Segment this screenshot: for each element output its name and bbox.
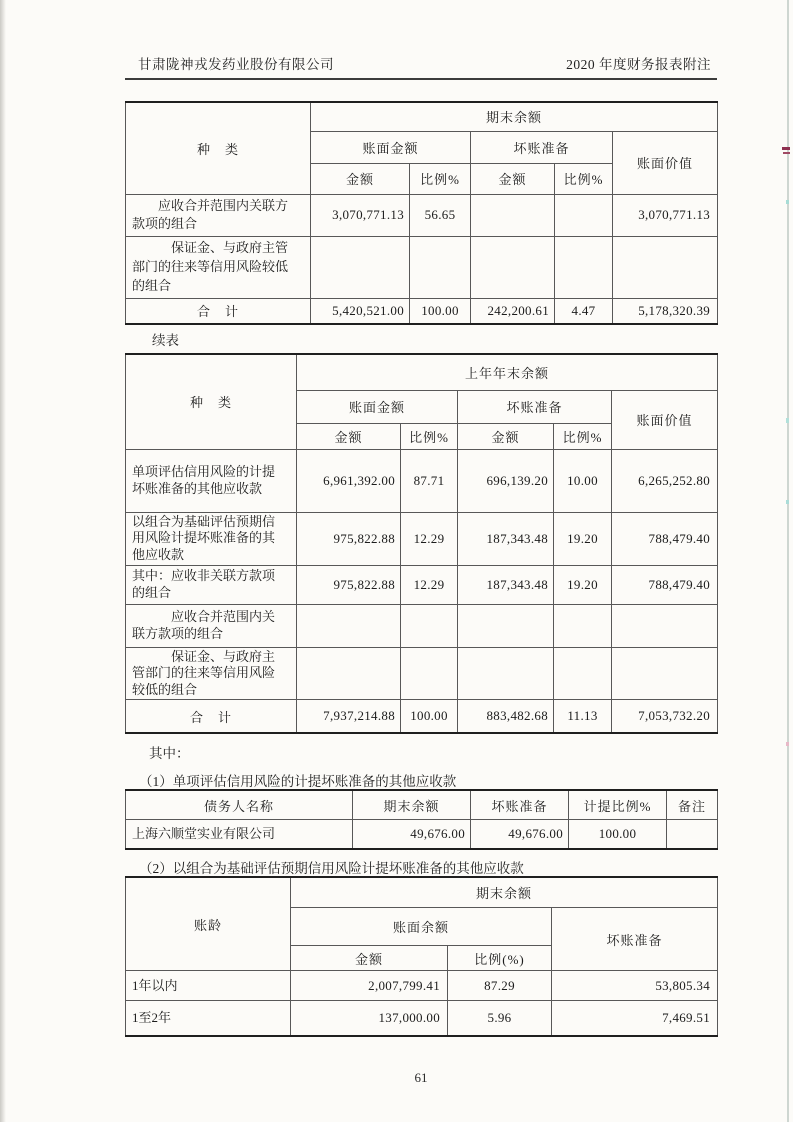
amount-header-cell: 金额 [458, 423, 554, 449]
bad-debt-ratio-cell: 4.47 [555, 298, 613, 324]
ratio-header-cell: 比例% [401, 423, 458, 449]
debtor-name-cell: 上海六顺堂实业有限公司 [126, 820, 353, 849]
bad-debt-cell: 7,469.51 [552, 1001, 718, 1036]
amount-cell: 6,961,392.00 [297, 449, 401, 512]
bad-debt-ratio-cell [554, 604, 612, 647]
ratio-header-cell: 比例% [555, 163, 613, 194]
book-value-cell: 788,479.40 [612, 512, 718, 565]
book-value-cell: 7,053,732.20 [612, 700, 718, 733]
table-row [126, 565, 718, 604]
amount-header-cell: 金额 [471, 163, 555, 194]
amount-header-cell: 金额 [311, 163, 410, 194]
bad-debt-ratio-cell: 11.13 [554, 700, 612, 733]
table-row [126, 1001, 718, 1036]
row-label-cell: 应收合并范围内关联方款项的组合 [126, 604, 297, 647]
aging-bucket-cell: 1年以内 [126, 971, 291, 1001]
bad-debt-ratio-cell: 19.20 [554, 565, 612, 604]
ratio-cell: 87.29 [448, 971, 552, 1001]
amount-cell: 3,070,771.13 [311, 194, 410, 237]
ratio-header-cell: 计提比例% [569, 790, 667, 820]
table-row [126, 237, 718, 299]
scan-speck-cyan2 [786, 418, 789, 423]
bad-debt-header-cell: 坏账准备 [458, 390, 612, 423]
book-value-cell: 788,479.40 [612, 565, 718, 604]
ratio-cell: 100.00 [401, 700, 458, 733]
ending-balance-table [125, 101, 718, 325]
book-value-header-cell: 账面价值 [612, 390, 718, 449]
scan-speck-red2 [783, 152, 790, 154]
aging-bucket-cell: 1至2年 [126, 1001, 291, 1036]
remark-header-cell: 备注 [667, 790, 718, 820]
bad-debt-cell: 49,676.00 [471, 820, 569, 849]
row-label-cell: 应收合并范围内关联方款项的组合 [126, 194, 311, 237]
bad-debt-header-cell: 坏账准备 [471, 790, 569, 820]
ratio-cell: 5.96 [448, 1001, 552, 1036]
amount-cell: 137,000.00 [291, 1001, 448, 1036]
balance-title-cell: 期末余额 [311, 102, 718, 131]
remark-cell [667, 820, 718, 849]
ratio-cell: 56.65 [410, 194, 471, 237]
bad-debt-amount-cell [458, 647, 554, 700]
table-row [126, 449, 718, 512]
book-balance-header-cell: 账面余额 [291, 908, 552, 946]
table-row [126, 512, 718, 565]
continued-table-label: 续表 [152, 333, 179, 349]
amount-cell: 7,937,214.88 [297, 700, 401, 733]
among-which-label: 其中： [149, 745, 190, 761]
amount-header-cell: 金额 [297, 423, 401, 449]
ratio-cell: 100.00 [410, 298, 471, 324]
book-value-cell: 6,265,252.80 [612, 449, 718, 512]
table-row [126, 820, 718, 849]
bad-debt-ratio-cell [555, 237, 613, 299]
ratio-header-cell: 比例% [554, 423, 612, 449]
amount-cell: 5,420,521.00 [311, 298, 410, 324]
company-name: 甘肃陇神戎发药业股份有限公司 [138, 57, 334, 72]
table-row [126, 194, 718, 237]
page-number: 61 [414, 1069, 428, 1085]
aging-table [125, 876, 718, 1037]
table-row [126, 971, 718, 1001]
report-title: 2020 年度财务报表附注 [566, 57, 711, 72]
scan-speck-cyan [786, 200, 789, 204]
book-value-cell [613, 237, 718, 299]
note-1-label: （1）单项评估信用风险的计提坏账准备的其他应收款 [139, 773, 457, 789]
bad-debt-ratio-cell: 19.20 [554, 512, 612, 565]
note-2-label: （2）以组合为基础评估预期信用风险计提坏账准备的其他应收款 [139, 860, 524, 876]
balance-title-cell: 期末余额 [291, 877, 718, 908]
total-label-cell: 合 计 [126, 700, 297, 733]
book-value-header-cell: 账面价值 [613, 131, 718, 194]
book-value-cell [612, 604, 718, 647]
book-value-cell: 5,178,320.39 [613, 298, 718, 324]
bad-debt-ratio-cell [555, 194, 613, 237]
category-header-cell: 种 类 [126, 102, 311, 194]
amount-header-cell: 金额 [291, 946, 448, 971]
table-row [126, 647, 718, 700]
scan-speck-pink [786, 742, 789, 746]
book-amount-header-cell: 账面金额 [297, 390, 458, 423]
bad-debt-amount-cell: 187,343.48 [458, 512, 554, 565]
table-row [126, 604, 718, 647]
debtor-table [125, 789, 718, 850]
row-label-cell: 其中：应收非关联方款项的组合 [126, 565, 297, 604]
doc-header [125, 53, 717, 80]
bad-debt-amount-cell [471, 194, 555, 237]
ratio-cell: 100.00 [569, 820, 667, 849]
ratio-cell [401, 604, 458, 647]
amount-cell [311, 237, 410, 299]
bad-debt-amount-cell: 696,139.20 [458, 449, 554, 512]
bad-debt-cell: 53,805.34 [552, 971, 718, 1001]
amount-cell: 975,822.88 [297, 512, 401, 565]
total-label-cell: 合 计 [126, 298, 311, 324]
scan-speck-red [782, 147, 790, 150]
bad-debt-header-cell: 坏账准备 [552, 908, 718, 971]
amount-cell [297, 604, 401, 647]
bad-debt-ratio-cell [554, 647, 612, 700]
total-row [126, 700, 718, 733]
ratio-cell: 87.71 [401, 449, 458, 512]
book-value-cell: 3,070,771.13 [613, 194, 718, 237]
bad-debt-header-cell: 坏账准备 [471, 131, 613, 163]
row-label-cell: 单项评估信用风险的计提坏账准备的其他应收款 [126, 449, 297, 512]
balance-title-cell: 上年年末余额 [297, 354, 718, 390]
bad-debt-amount-cell: 883,482.68 [458, 700, 554, 733]
row-label-cell: 以组合为基础评估预期信用风险计提坏账准备的其他应收款 [126, 512, 297, 565]
ratio-cell: 12.29 [401, 565, 458, 604]
scan-speck-cyan3 [786, 500, 789, 504]
bad-debt-amount-cell: 242,200.61 [471, 298, 555, 324]
scan-left-shadow [0, 0, 6, 1122]
book-value-cell [612, 647, 718, 700]
amount-cell [297, 647, 401, 700]
ratio-header-cell: 比例(%) [448, 946, 552, 971]
balance-cell: 49,676.00 [353, 820, 471, 849]
ratio-cell [401, 647, 458, 700]
amount-cell: 975,822.88 [297, 565, 401, 604]
bad-debt-amount-cell [458, 604, 554, 647]
bad-debt-amount-cell: 187,343.48 [458, 565, 554, 604]
ratio-cell [410, 237, 471, 299]
bad-debt-amount-cell [471, 237, 555, 299]
balance-header-cell: 期末余额 [353, 790, 471, 820]
ratio-header-cell: 比例% [410, 163, 471, 194]
row-label-cell: 保证金、与政府主管部门的往来等信用风险较低的组合 [126, 237, 311, 299]
scan-right-edge-line [787, 0, 789, 1122]
bad-debt-ratio-cell: 10.00 [554, 449, 612, 512]
debtor-header-cell: 债务人名称 [126, 790, 353, 820]
prior-year-balance-table [125, 353, 718, 734]
book-amount-header-cell: 账面金额 [311, 131, 471, 163]
amount-cell: 2,007,799.41 [291, 971, 448, 1001]
aging-header-cell: 账龄 [126, 877, 291, 971]
ratio-cell: 12.29 [401, 512, 458, 565]
total-row [126, 298, 718, 324]
category-header-cell: 种 类 [126, 354, 297, 449]
page-content [125, 0, 717, 1086]
row-label-cell: 保证金、与政府主管部门的往来等信用风险较低的组合 [126, 647, 297, 700]
